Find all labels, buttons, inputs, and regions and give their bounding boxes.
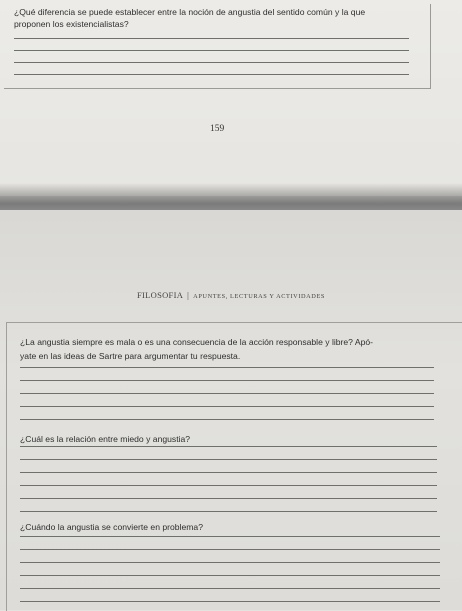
answer-line (20, 601, 440, 602)
page-fold-shadow (0, 183, 462, 196)
answer-line (20, 367, 434, 368)
header-title: FILOSOFIA (137, 290, 184, 300)
question-4: ¿Cuándo la angustia se convierte en problema? (20, 522, 203, 532)
question-1-line-1: ¿Qué diferencia se puede establecer entre la noción de angustia del sentido común y la que (14, 7, 366, 17)
question-2-line-2: yate en las ideas de Sartre para argumentar tu respuesta. (20, 351, 241, 361)
answer-line (20, 393, 434, 394)
answer-line (20, 562, 440, 563)
answer-line (20, 459, 437, 460)
answer-line (20, 511, 437, 512)
answer-line (20, 380, 434, 381)
header-subtitle: APUNTES, LECTURAS Y ACTIVIDADES (193, 293, 326, 300)
answer-line (20, 588, 440, 589)
answer-line (20, 485, 437, 486)
answer-line (14, 38, 409, 39)
section-header (137, 290, 325, 300)
question-box-bottom (6, 322, 462, 611)
answer-line (14, 62, 409, 63)
answer-line (20, 446, 437, 447)
question-2-line-1: ¿La angustia siempre es mala o es una consecuencia de la acción responsable y libre? Apó- (20, 337, 374, 347)
header-separator: | (187, 290, 190, 300)
answer-line (14, 74, 409, 75)
question-1-line-2: proponen los existencialistas? (14, 19, 129, 29)
answer-line (14, 50, 409, 51)
page-fold (0, 196, 462, 210)
answer-line (20, 498, 437, 499)
answer-line (20, 406, 434, 407)
page-number: 159 (210, 124, 225, 134)
answer-line (20, 419, 434, 420)
answer-line (20, 575, 440, 576)
question-3: ¿Cuál es la relación entre miedo y angustia? (20, 434, 191, 444)
answer-line (20, 472, 437, 473)
answer-line (20, 536, 440, 537)
answer-line (20, 549, 440, 550)
